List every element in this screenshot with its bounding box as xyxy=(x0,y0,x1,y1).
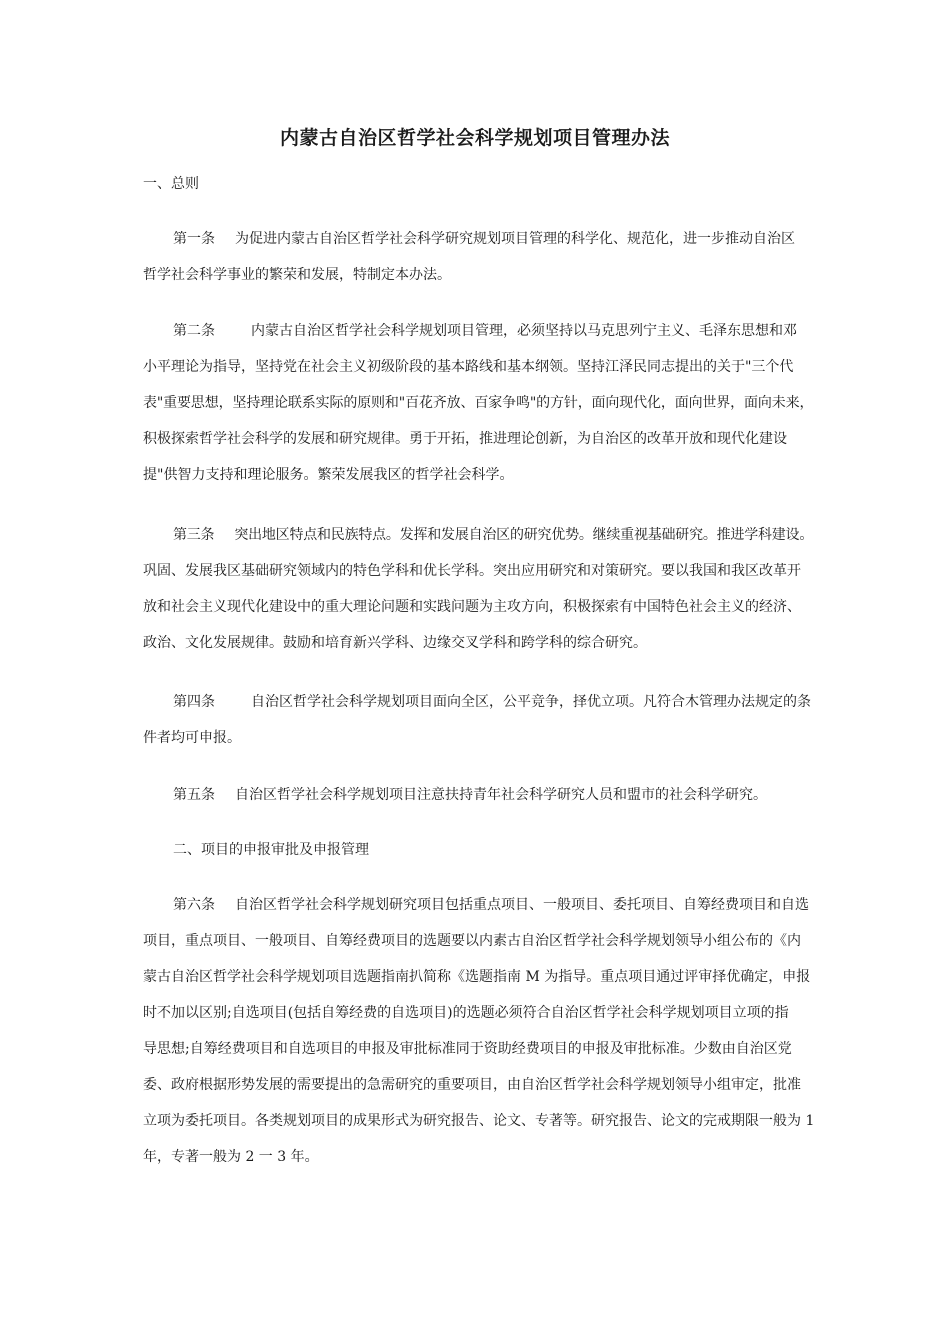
section-heading-application: 二、项目的申报审批及申报管理 xyxy=(173,842,369,858)
article-line: 提"供智力支持和理论服务。繁荣发展我区的哲学社会科学。 xyxy=(143,467,514,483)
article-label: 第二条 xyxy=(173,323,215,339)
article-line: 年，专著一般为 2 一 3 年。 xyxy=(143,1149,319,1165)
article-line: 放和社会主义现代化建设中的重大理论问题和实践问题为主攻方向，积极探索有中国特色社会主义的经济、 xyxy=(143,599,801,615)
article-line: 立项为委托项目。各类规划项目的成果形式为研究报告、论文、专著等。研究报告、论文的完戒期限一般为 1 xyxy=(143,1113,815,1129)
article-1 xyxy=(143,221,813,293)
article-label: 第五条 xyxy=(173,787,215,803)
article-line: 时不加以区别;自选项目(包括自筹经费的自选项目)的选题必须符合自治区哲学社会科学规划项目立项的指 xyxy=(143,1005,789,1021)
article-line: 导思想;自筹经费项目和自选项目的申报及审批标准同于资助经费项目的申报及审批标准。少数由自治区党 xyxy=(143,1041,792,1057)
article-line: 自治区哲学社会科学规划项目注意扶持青年社会科学研究人员和盟市的社会科学研究。 xyxy=(235,787,767,803)
article-label: 第四条 xyxy=(173,694,215,710)
article-4 xyxy=(143,684,813,756)
article-line: 小平理论为指导，坚持党在社会主义初级阶段的基本路线和基本纲领。坚持江泽民同志提出的关于"三个代 xyxy=(143,359,794,375)
document-title: 内蒙古自治区哲学社会科学规划项目管理办法 xyxy=(279,127,670,149)
article-2 xyxy=(143,313,813,493)
article-label: 第一条 xyxy=(173,231,215,247)
article-6 xyxy=(143,887,813,1175)
article-line: 哲学社会科学事业的繁荣和发展，特制定本办法。 xyxy=(143,267,451,283)
article-line: 突出地区特点和民族特点。发挥和发展自治区的研究优势。继续重视基础研究。推进学科建设。 xyxy=(234,527,814,543)
article-line: 为促进内蒙古自治区哲学社会科学研究规划项目管理的科学化、规范化，进一步推动自治区 xyxy=(235,231,795,247)
article-line: 蒙古自治区哲学社会科学规划项目选题指南扒简称《选题指南 M 为指导。重点项目通过评审择优确定，申报 xyxy=(143,969,811,985)
article-line: 积极探索哲学社会科学的发展和研究规律。勇于开拓，推进理论创新，为自治区的改革开放和现代化建设 xyxy=(143,431,787,447)
article-line: 委、政府根据形势发展的需要提出的急需研究的重要项目，由自治区哲学社会科学规划领导小组审定，批准 xyxy=(143,1077,801,1093)
section-heading-general: 一、总则 xyxy=(143,176,199,192)
article-line: 件者均可申报。 xyxy=(143,730,241,746)
article-line: 巩固、发展我区基础研究领域内的特色学科和优长学科。突出应用研究和对策研究。要以我国和我区改革开 xyxy=(143,563,801,579)
article-5 xyxy=(143,777,813,813)
article-line: 自治区哲学社会科学规划研究项目包括重点项目、一般项目、委托项目、自筹经费项目和自选 xyxy=(235,897,809,913)
article-label: 第六条 xyxy=(173,897,215,913)
article-line: 项目，重点项目、一般项目、自筹经费项目的选题要以内素古自治区哲学社会科学规划领导小组公布的《内 xyxy=(143,933,801,949)
article-label: 第三条 xyxy=(173,527,215,543)
article-line: 自治区哲学社会科学规划项目面向全区，公平竞争，择优立项。凡符合木管理办法规定的条 xyxy=(251,694,811,710)
article-line: 内蒙古自治区哲学社会科学规划项目管理，必须坚持以马克思列宁主义、毛泽东思想和邓 xyxy=(251,323,797,339)
article-line: 表"重要思想，坚持理论联系实际的原则和"百花齐放、百家争鸣"的方针，面向现代化，面向世界，面向未来， xyxy=(143,395,814,411)
article-line: 政治、文化发展规律。鼓励和培育新兴学科、边缘交叉学科和跨学科的综合研究。 xyxy=(143,635,647,651)
article-3 xyxy=(143,517,813,661)
